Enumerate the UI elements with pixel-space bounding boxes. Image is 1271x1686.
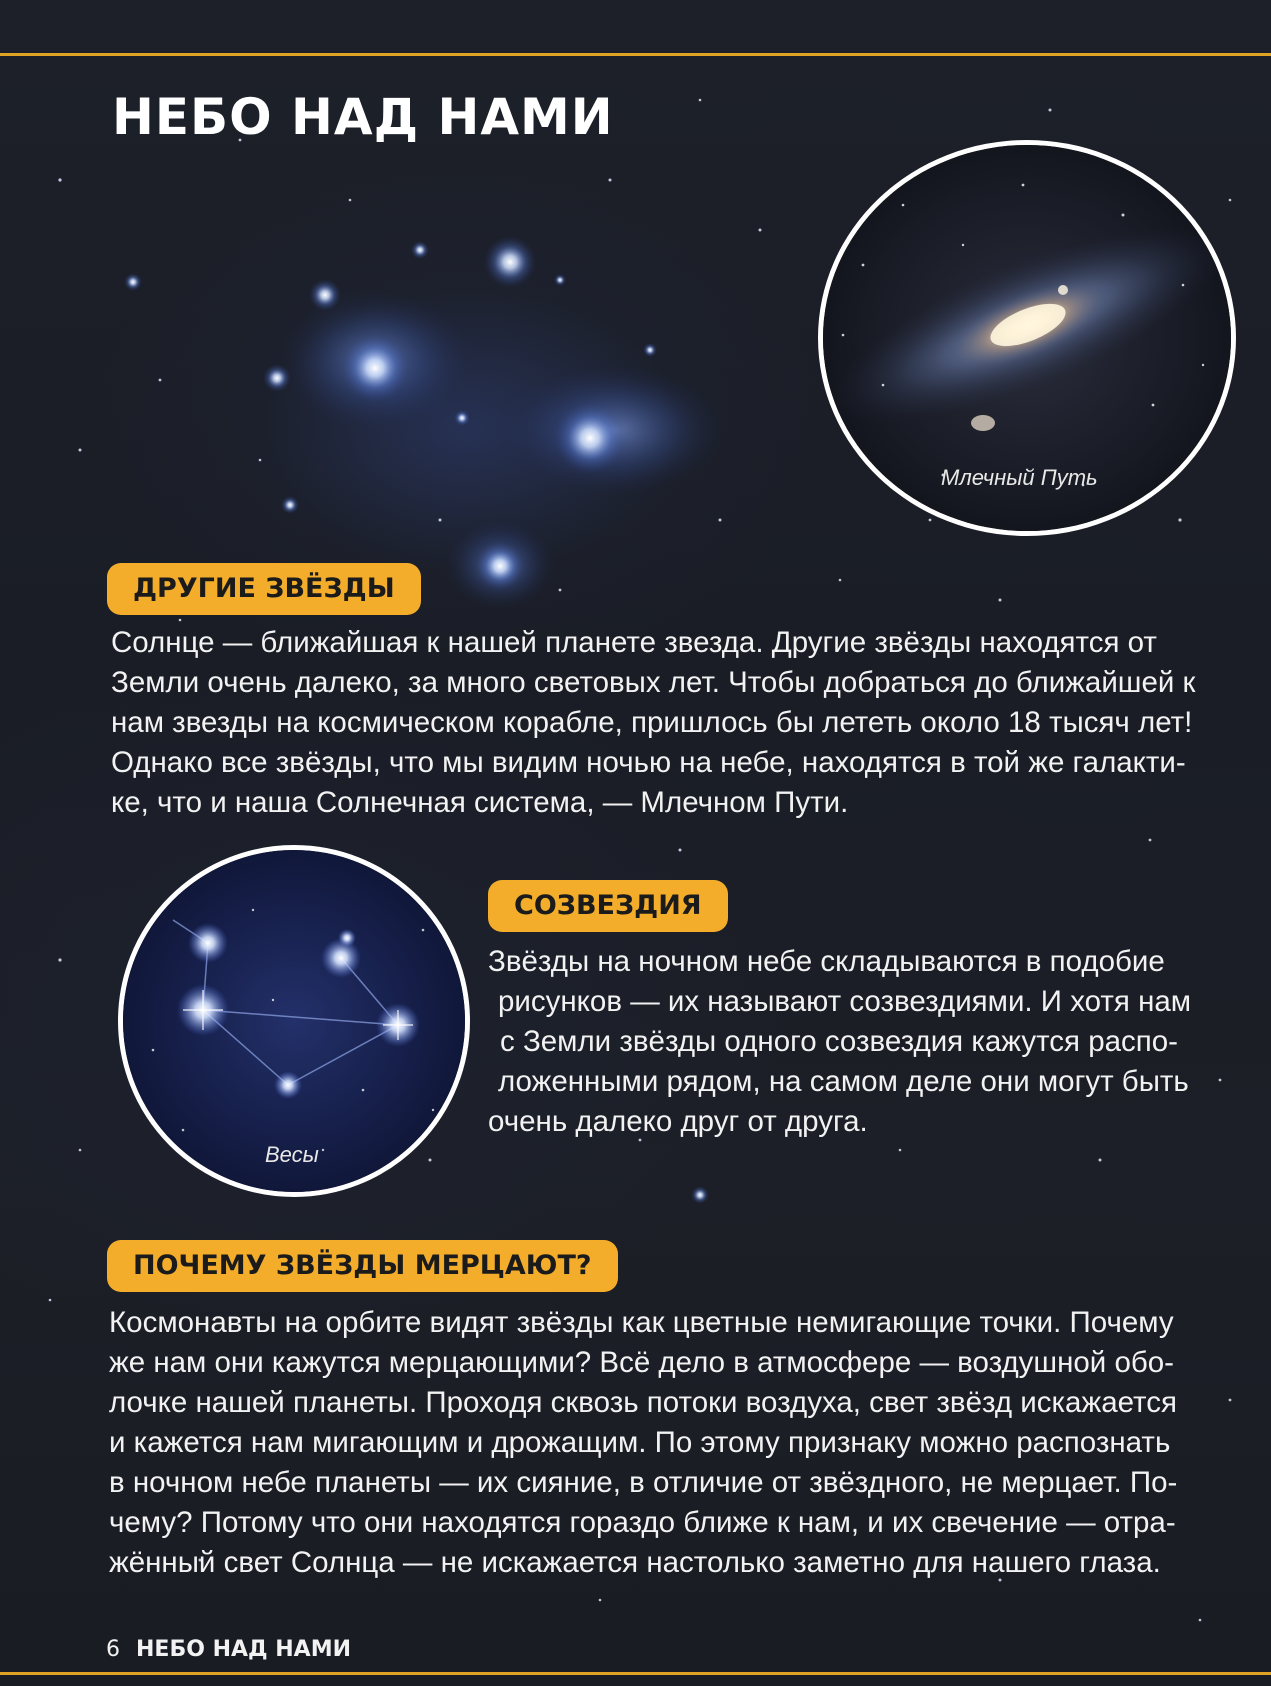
text-constellations [488,942,1248,1142]
text-other-stars [111,623,1261,823]
page-number: 6 [106,1637,120,1662]
text-line: Космонавты на орбите видят звёзды как цветные немигающие точки. Почему [109,1306,1174,1339]
top-rule [0,53,1271,56]
text-line: Солнце — ближайшая к нашей планете звезда. Другие звёзды находятся от [111,626,1157,659]
text-line: жённый свет Солнца — не искажается настолько заметно для нашего глаза. [109,1546,1161,1579]
text-line: нам звезды на космическом корабле, пришлось бы лететь около 18 тысяч лет! [111,706,1193,739]
text-line: ке, что и наша Солнечная система, — Млечном Пути. [111,786,849,819]
text-line: ложенными рядом, на самом деле они могут быть [498,1065,1189,1098]
text-line: же нам они кажутся мерцающими? Всё дело в атмосфере — воздушной обо- [109,1346,1174,1379]
text-line: очень далеко друг от друга. [488,1105,868,1138]
galaxy-caption: Млечный Путь [941,465,1098,490]
galaxy-photo [818,140,1236,536]
text-line: в ночном небе планеты — их сияние, в отличие от звёздного, не мерцает. По- [109,1466,1178,1499]
heading-other-stars: ДРУГИЕ ЗВЁЗДЫ [107,563,421,615]
text-line: рисунков — их называют созвездиями. И хотя нам [498,985,1192,1018]
text-line: с Земли звёзды одного созвездия кажутся распо- [500,1025,1178,1058]
text-line: и кажется нам мигающим и дрожащим. По этому признаку можно распознать [109,1426,1171,1459]
page-title: НЕБО НАД НАМИ [112,88,614,146]
constellation-caption: Весы [265,1142,319,1167]
page-footer [106,1637,351,1662]
heading-twinkle: ПОЧЕМУ ЗВЁЗДЫ МЕРЦАЮТ? [107,1240,618,1292]
footer-title: НЕБО НАД НАМИ [136,1637,352,1662]
constellation-photo [118,845,470,1197]
text-line: Звёзды на ночном небе складываются в подобие [488,945,1165,978]
text-line: Земли очень далеко, за много световых лет. Чтобы добраться до ближайшей к [111,666,1196,699]
text-line: лочке нашей планеты. Проходя сквозь потоки воздуха, свет звёзд искажается [109,1386,1177,1419]
bottom-rule [0,1672,1271,1675]
text-line: Однако все звёзды, что мы видим ночью на небе, находятся в той же галакти- [111,746,1186,779]
text-line: чему? Потому что они находятся гораздо ближе к нам, и их свечение — отра- [109,1506,1176,1539]
text-twinkle [109,1303,1259,1583]
heading-constellations: СОЗВЕЗДИЯ [488,880,728,932]
